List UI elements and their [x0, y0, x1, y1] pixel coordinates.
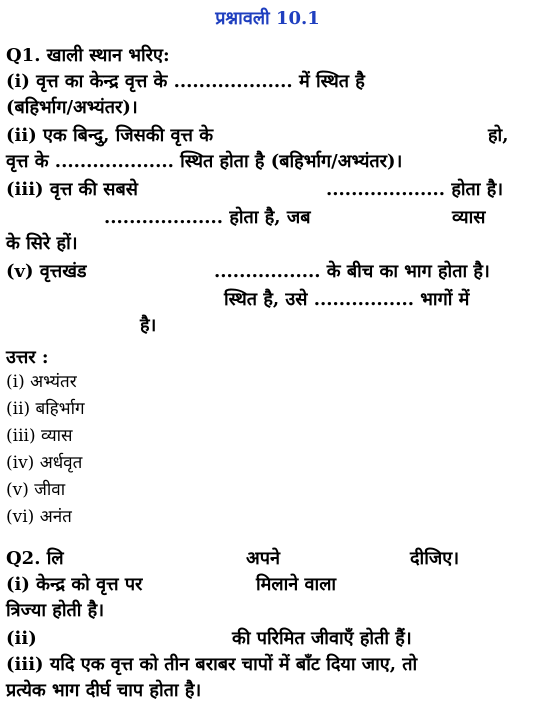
- page-title: प्रश्नावली 10.1: [215, 8, 320, 29]
- q1-iii-line2b: व्यास: [452, 207, 486, 228]
- q2-heading-c: दीजिए।: [410, 548, 460, 569]
- q2-i-line1b: मिलाने वाला: [256, 574, 337, 595]
- q1-iii-line2a: ................... होता है, जब: [104, 207, 311, 228]
- answer-item: (iv) अर्धवृत: [6, 453, 83, 473]
- answer-item: (i) अभ्यंतर: [6, 372, 77, 392]
- answers-heading: उत्तर :: [6, 347, 49, 368]
- q1-ii-line1a: (ii) एक बिन्दु, जिसकी वृत्त के: [6, 125, 214, 146]
- q2-iii-line2: प्रत्येक भाग दीर्घ चाप होता है।: [6, 680, 202, 701]
- q2-ii-line1a: (ii): [6, 628, 37, 649]
- q2-heading-a: Q2. लि: [6, 548, 64, 569]
- q1-v-line3: है।: [140, 315, 157, 336]
- q2-i-line2: त्रिज्या होती है।: [6, 600, 105, 621]
- q1-i-line1: (i) वृत्त का केन्द्र वृत्त के ................... में स्थित है: [6, 71, 365, 92]
- q2-iii-line1: (iii) यदि एक वृत्त को तीन बराबर चापों में बाँट दिया जाए, तो: [6, 654, 418, 675]
- q1-iii-line1a: (iii) वृत्त की सबसे: [6, 179, 138, 200]
- q1-i-line2: (बहिर्भाग/अभ्यंतर)।: [6, 97, 138, 118]
- q1-ii-line2: वृत्त के ................... स्थित होता है (बहिर्भाग/अभ्यंतर)।: [6, 151, 403, 172]
- q1-v-line1b: ................. के बीच का भाग होता है।: [214, 261, 490, 282]
- answer-item: (ii) बहिर्भाग: [6, 399, 85, 419]
- q2-i-line1a: (i) केन्द्र को वृत्त पर: [6, 574, 143, 595]
- q2-heading-b: अपने: [246, 548, 280, 569]
- q2-ii-line1b: की परिमित जीवाएँ होती हैं।: [232, 628, 412, 649]
- q1-heading: Q1. खाली स्थान भरिए:: [6, 45, 170, 66]
- q1-iii-line1b: ................... होता है।: [326, 179, 504, 200]
- answer-item: (vi) अनंत: [6, 507, 72, 527]
- q1-ii-line1b: हो,: [488, 125, 509, 146]
- q1-v-line1a: (v) वृत्तखंड: [6, 261, 87, 282]
- answer-item: (iii) व्यास: [6, 426, 73, 446]
- q1-iii-line3: के सिरे हों।: [6, 233, 78, 254]
- answer-item: (v) जीवा: [6, 480, 66, 500]
- q1-v-line2: स्थित है, उसे ................ भागों में: [224, 289, 470, 310]
